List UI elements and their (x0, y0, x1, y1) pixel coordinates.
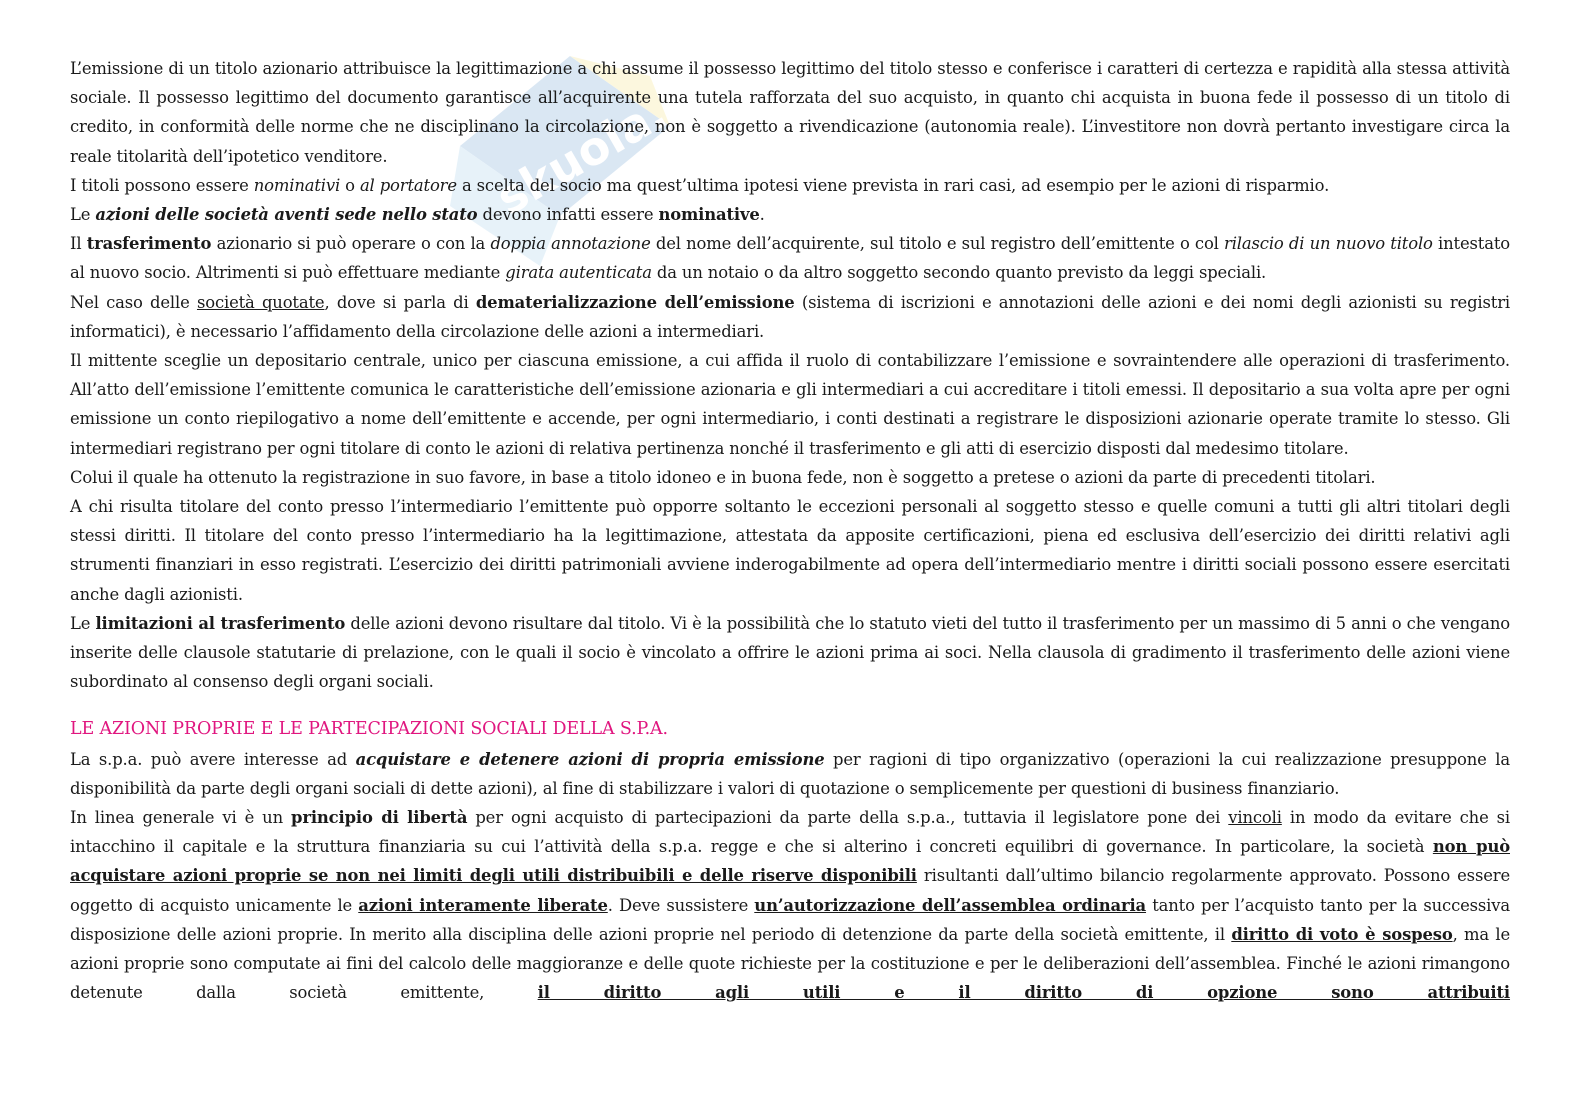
underlined-term-societa-quotate: società quotate (196, 292, 325, 312)
paragraph-limitazioni (70, 609, 1510, 697)
text-run: intestato al nuovo socio. Altrimenti si può effettuare mediante (70, 234, 1511, 283)
bold-term-limitazioni: limitazioni al trasferimento (95, 613, 346, 633)
text-run: I titoli possono essere (70, 175, 254, 195)
text-run: Colui il quale ha ottenuto la registrazione in suo favore, in base a titolo idoneo e in buona fede, non è soggetto a pretese o azioni da parte di precedenti titolari. (70, 467, 1376, 487)
text-run: . Deve sussistere (607, 895, 755, 915)
bold-term-principio: principio di libertà (291, 808, 468, 828)
paragraph-registrazione (70, 463, 1510, 492)
text-run: in modo da evitare che si intacchino il capitale e la struttura finanziaria su cui l’attività della s.p.a. regge e che si alterino i concreti equilibri di governance. In particolare, la società (70, 808, 1511, 857)
text-run: o (340, 175, 360, 195)
italic-term-al-portatore: al portatore (359, 175, 457, 195)
italic-term-doppia-annotazione: doppia annotazione (490, 234, 651, 254)
italic-term-nominativi: nominativi (253, 175, 341, 195)
text-run: a scelta del socio ma quest’ultima ipotesi viene prevista in rari casi, ad esempio per le azioni di risparmio. (456, 175, 1330, 195)
bold-term-nominative: nominative (658, 205, 760, 225)
bold-term-trasferimento: trasferimento (86, 234, 212, 254)
paragraph-titolare-conto (70, 492, 1510, 609)
text-run: , dove si parla di (324, 292, 476, 312)
paragraph-azioni-sede (70, 200, 1510, 229)
italic-term-rilascio: rilascio di un nuovo titolo (1224, 234, 1433, 254)
text-run: Nel caso delle (70, 292, 197, 312)
bold-underlined-term: un’autorizzazione dell’assemblea ordinaria (754, 895, 1147, 915)
text-run: A chi risulta titolare del conto presso l’intermediario l’emittente può opporre soltanto le eccezioni personali al soggetto stesso e quelle comuni a tutti gli altri titolari degli stessi diritti. Il titolare del conto presso l’intermediario ha la legittimazione, attestata da apposite certificazioni, piena ed esclusiva dell’esercizio dei diritti relativi agli strumenti finanziari in esso registrati. L’esercizio dei diritti patrimoniali avviene inderogabilmente ad opera dell’intermediario mentre i diritti sociali possono essere esercitati anche dagli azionisti. (70, 497, 1510, 604)
bold-term-dematerializzazione: dematerializzazione dell’emissione (475, 292, 795, 312)
text-run: per ragioni di tipo organizzativo (operazioni la cui realizzazione presuppone la disponibilità da parte degli organi sociali di dette azioni), al fine di stabilizzare i valori di quotazione o semplicemente per questioni di business finanziario. (70, 749, 1510, 798)
text-run: da un notaio o da altro soggetto secondo quanto previsto da leggi speciali. (651, 263, 1267, 283)
paragraph-titoli (70, 171, 1510, 200)
document-page (70, 54, 1510, 1008)
text-run: azionario si può operare o con la (211, 234, 491, 254)
text-run: L’emissione di un titolo azionario attribuisce la legittimazione a chi assume il possesso legittimo del titolo stesso e conferisce i caratteri di certezza e rapidità alla stessa attività sociale. Il possesso legittimo del documento garantisce all’acquirente una tutela rafforzata del suo acquisto, in quanto chi acquista in buona fede il possesso di un titolo di credito, in conformità delle norme che ne disciplinano la circolazione, non è soggetto a rivendicazione (autonomia reale). L’investitore non dovrà pertanto investigare circa la reale titolarità dell’ipotetico venditore. (70, 59, 1510, 166)
text-run: , ma le azioni proprie sono computate ai fini del calcolo delle maggioranze e delle quote richieste per la costituzione e per le deliberazioni dell’assemblea. Finché le azioni rimangono detenute dalla società emittente, (70, 924, 1511, 1003)
bold-italic-term: acquistare e detenere azioni di propria emissione (355, 749, 825, 769)
text-run: Le (70, 613, 96, 633)
paragraph-emissione (70, 54, 1510, 171)
text-run: delle azioni devono risultare dal titolo. Vi è la possibilità che lo statuto vieti del tutto il trasferimento per un massimo di 5 anni o che vengano inserite delle clausole statutarie di prelazione, con le quali il socio è vincolato a offrire le azioni prima ai soci. Nella clausola di gradimento il trasferimento delle azioni viene subordinato al consenso degli organi sociali. (70, 613, 1510, 692)
text-run: Il (70, 234, 87, 254)
text-run: In linea generale vi è un (70, 808, 292, 828)
bold-underlined-term: azioni interamente liberate (358, 895, 608, 915)
bold-underlined-term: il diritto agli utili e il diritto di opzione sono attribuiti (537, 983, 1511, 1003)
text-run: del nome dell’acquirente, sul titolo e sul registro dell’emittente o col (650, 234, 1225, 254)
paragraph-azioni-proprie (70, 745, 1510, 803)
bold-underlined-term: non può acquistare azioni proprie se non nei limiti degli utili distribuibili e delle riserve disponibili (70, 837, 1510, 886)
paragraph-trasferimento (70, 229, 1510, 287)
text-run: devono infatti essere (477, 205, 659, 225)
text-run: Le (70, 205, 96, 225)
watermark-label: skuola.net (487, 42, 690, 226)
text-run: risultanti dall’ultimo bilancio regolarmente approvato. Possono essere oggetto di acquisto unicamente le (70, 866, 1510, 915)
text-run: La s.p.a. può avere interesse ad (70, 749, 356, 769)
bold-underlined-term: diritto di voto è sospeso (1231, 924, 1453, 944)
text-run: Il mittente sceglie un depositario centrale, unico per ciascuna emissione, a cui affida il ruolo di contabilizzare l’emissione e sovraintendere alle operazioni di trasferimento. All’atto dell’emissione l’emittente comunica le caratteristiche dell’emissione azionaria e gli intermediari a cui accreditare i titoli emessi. Il depositario a sua volta apre per ogni emissione un conto riepilogativo a nome dell’emittente e accende, per ogni intermediario, i conti destinati a registrare le disposizioni azionarie operate tramite lo stesso. Gli intermediari registrano per ogni titolare di conto le azioni di relativa pertinenza nonché il trasferimento e gli atti di esercizio disposti dal medesimo titolare. (70, 351, 1510, 458)
bold-italic-term: azioni delle società aventi sede nello stato (95, 205, 478, 225)
text-run: tanto per l’acquisto tanto per la successiva disposizione delle azioni proprie. In merito alla disciplina delle azioni proprie nel periodo di detenzione da parte della società emittente, il (70, 895, 1510, 944)
text-run: (sistema di iscrizioni e annotazioni delle azioni e dei nomi degli azionisti su registri informatici), è necessario l’affidamento della circolazione delle azioni a intermediari. (70, 292, 1510, 341)
paragraph-societa-quotate (70, 288, 1510, 346)
paragraph-principio-liberta (70, 803, 1510, 1007)
italic-term-girata: girata autenticata (505, 263, 652, 283)
underlined-term-vincoli: vincoli (1228, 808, 1282, 828)
section-heading: LE AZIONI PROPRIE E LE PARTECIPAZIONI SOCIALI DELLA S.P.A. (70, 719, 668, 740)
text-run: . (759, 205, 765, 225)
text-run: per ogni acquisto di partecipazioni da parte della s.p.a., tuttavia il legislatore pone dei (467, 808, 1229, 828)
paragraph-depositario (70, 346, 1510, 463)
